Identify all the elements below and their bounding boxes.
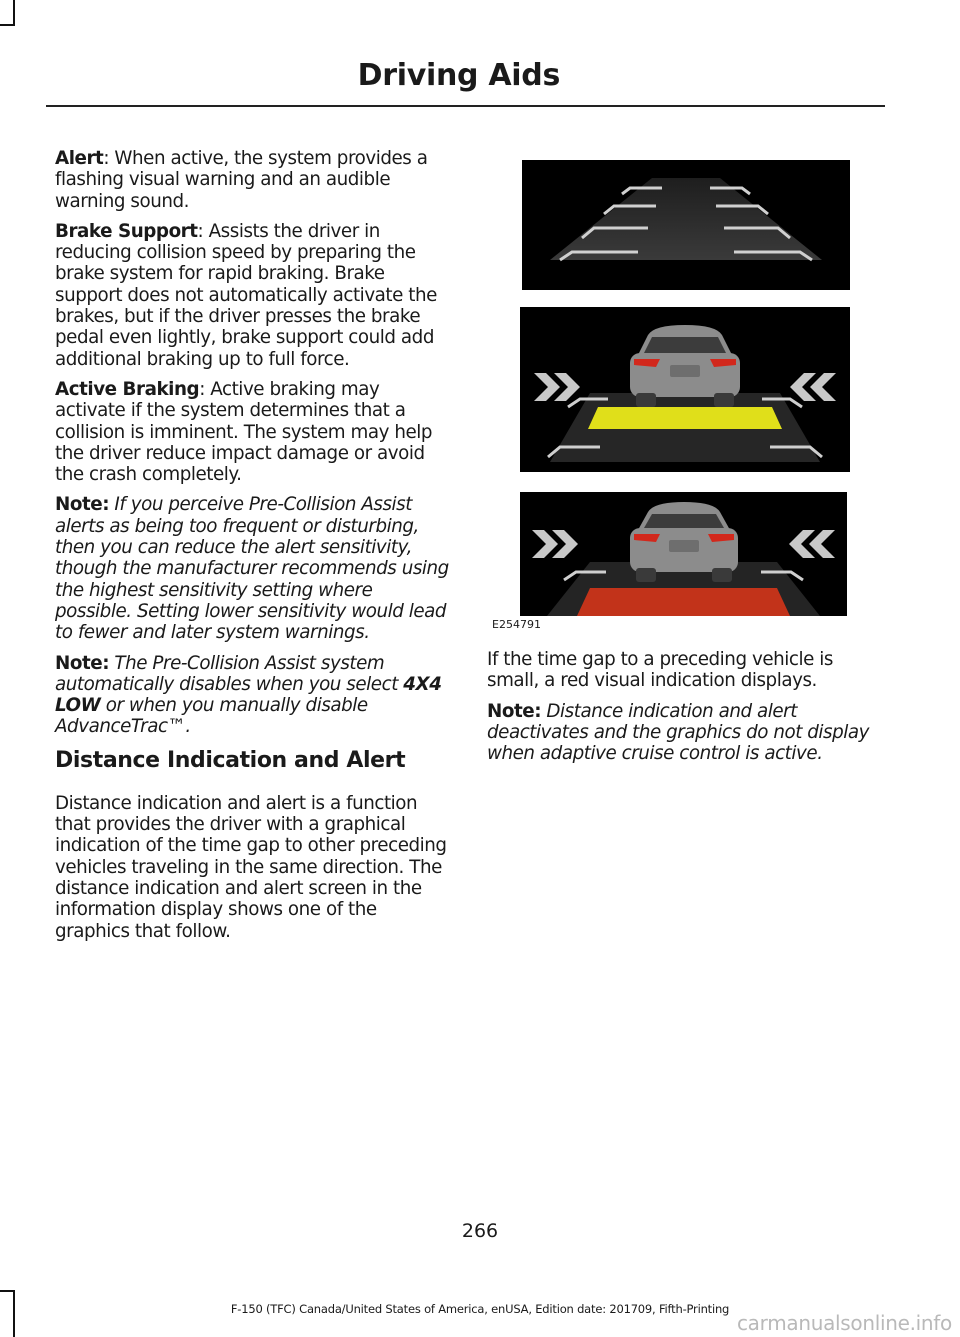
note-acc — [487, 701, 887, 765]
intro-paragraph: Distance indication and alert is a function that provides the driver with a graphical indication of the time gap to other preceding vehicles traveling in the same direction. The distance indication and alert screen in the information display shows one of the graphics that follow. — [55, 792, 447, 942]
right-chevrons-icon — [790, 373, 836, 401]
page-number: 266 — [461, 1220, 499, 1242]
note-label: Note: — [55, 494, 110, 516]
figure-label: E254791 — [492, 618, 541, 631]
left-chevrons-icon — [532, 530, 578, 558]
note-text: Distance indication and alert deactivates and the graphics do not display when adaptive cruise control is active. — [487, 700, 870, 765]
active-braking-label: Active Braking — [55, 378, 200, 400]
vehicle-icon — [630, 325, 740, 407]
crop-mark — [0, 24, 15, 26]
red-alert-graphic — [520, 492, 847, 616]
red-indication-paragraph: If the time gap to a preceding vehicle is small, a red visual indication displays. — [487, 649, 833, 692]
note-label: Note: — [55, 652, 110, 674]
note-text: or when you manually disable AdvanceTrac™. — [55, 695, 368, 738]
watermark: carmanualsonline.info — [736, 1311, 952, 1335]
alert-paragraph — [55, 148, 450, 212]
road-surface — [550, 178, 822, 260]
right-column — [487, 649, 887, 773]
alert-label: Alert — [55, 148, 104, 169]
note-4x4-low — [55, 653, 450, 738]
note-text: The Pre-Collision Assist system automatically disables when you select — [55, 652, 404, 695]
yellow-alert-graphic — [520, 307, 850, 472]
note-label: Note: — [487, 700, 542, 722]
brake-support-label: Brake Support — [55, 220, 198, 242]
empty-road-graphic — [522, 160, 850, 290]
note-sensitivity — [55, 494, 450, 643]
section-heading: Distance Indication and Alert — [55, 747, 406, 773]
note-text: If you perceive Pre-Collision Assist alerts as being too frequent or disturbing, then you can reduce the alert sensitivity, though the manufacturer recommends using the highest sensitivity setting where possible. Setting lower sensitivity would lead to fewer and later system warnings. — [55, 494, 449, 644]
header-divider — [46, 105, 885, 107]
vehicle-icon — [630, 502, 738, 582]
brake-support-text: : Assists the driver in reducing collision speed by preparing the brake system for rapid braking. Brake support does not automatically activate the brakes, but if the driver presses the brake pedal even lightly, brake support could add additional braking up to full force. — [55, 220, 437, 370]
crop-mark — [0, 1290, 15, 1292]
note-4x4-low-term: 4X4 LOW — [55, 673, 442, 717]
page-title: Driving Aids — [357, 58, 560, 93]
crop-mark — [13, 0, 15, 24]
active-braking-text: : Active braking may activate if the system determines that a collision is imminent. The system may help the driver reduce impact damage or avoid the crash completely. — [55, 378, 433, 486]
active-braking-paragraph — [55, 379, 450, 485]
figure-panel-yellow — [520, 307, 850, 472]
red-distance-zone — [577, 588, 790, 616]
figure-panel-red — [520, 492, 847, 616]
left-chevrons-icon — [534, 373, 580, 401]
alert-text: : When active, the system provides a flashing visual warning and an audible warning sound. — [55, 148, 428, 212]
right-chevrons-icon — [789, 530, 835, 558]
left-column — [55, 148, 450, 951]
figure-panel-empty-road — [522, 160, 850, 290]
brake-support-paragraph — [55, 221, 450, 370]
edition-footer: F-150 (TFC) Canada/United States of America, enUSA, Edition date: 201709, Fifth-Printing — [230, 1302, 730, 1316]
yellow-distance-zone — [588, 407, 782, 429]
